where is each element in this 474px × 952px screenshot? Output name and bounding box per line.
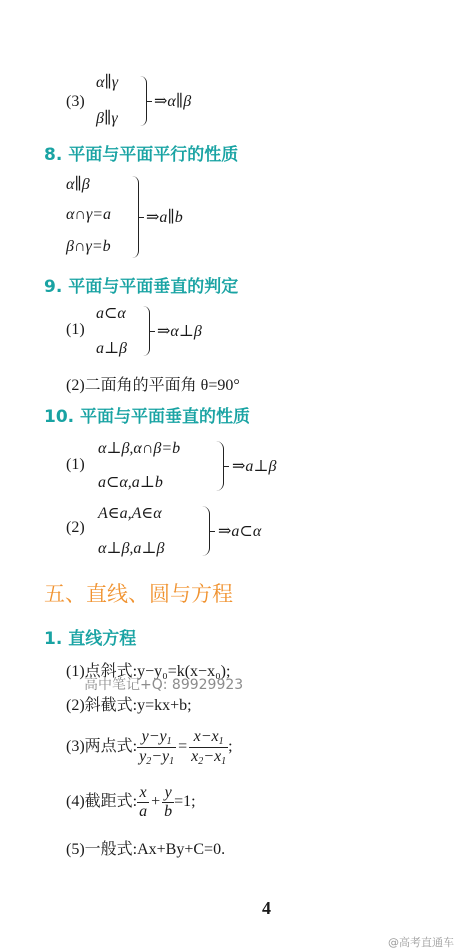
denominator: x bbox=[191, 748, 199, 765]
section-5-title: 五、直线、圆与方程 bbox=[44, 582, 233, 606]
heading-9: 9. 平面与平面垂直的判定 bbox=[44, 277, 239, 297]
numerator: y bbox=[162, 784, 174, 803]
numerator: y−y bbox=[141, 728, 167, 745]
brace bbox=[216, 441, 224, 491]
s9-1-line1: a⊂α bbox=[96, 305, 126, 322]
eq-slope-intercept: (2)斜截式:y=kx+b; bbox=[66, 697, 192, 714]
denominator: a bbox=[139, 803, 148, 820]
eq-two-point-label: (3)两点式: bbox=[66, 738, 138, 756]
s10-1-line1: α⊥β,α∩β=b bbox=[98, 440, 181, 457]
heading-line-equation: 1. 直线方程 bbox=[44, 629, 137, 649]
s8-line1: α∥β bbox=[66, 176, 90, 193]
brace bbox=[202, 506, 210, 556]
s9-1-number: (1) bbox=[66, 321, 85, 338]
s10-1-number: (1) bbox=[66, 456, 85, 473]
equation-end: =1; bbox=[174, 793, 196, 811]
item-3-line1: α∥γ bbox=[96, 74, 119, 91]
s9-2-text: (2)二面角的平面角 θ=90° bbox=[66, 377, 240, 394]
s8-line2: α∩γ=a bbox=[66, 206, 112, 223]
numerator: x bbox=[137, 784, 149, 803]
heading-8: 8. 平面与平面平行的性质 bbox=[44, 145, 239, 165]
eq-two-point: (3)两点式: $\frac{y-y_1}{y_2-y_1}$ = $\frac{x-x_1}{x_2-x_1}$ ; bbox=[66, 728, 233, 767]
denominator: y bbox=[139, 748, 147, 765]
brace bbox=[140, 76, 147, 126]
subscript: 2 bbox=[146, 756, 152, 767]
fraction bbox=[162, 784, 174, 821]
subscript: 1 bbox=[166, 736, 172, 747]
footer-watermark: @高考直通车 bbox=[388, 936, 454, 949]
s8-result: ⇒a∥b bbox=[146, 209, 183, 226]
item-3-line2: β∥γ bbox=[96, 110, 118, 127]
item-3-result: ⇒α∥β bbox=[154, 93, 192, 110]
subscript: 1 bbox=[169, 756, 175, 767]
eq-intercept: (4)截距式: $\frac{x}{a}$ + $\frac{y}{b}$ =1; bbox=[66, 784, 196, 820]
s10-1-line2: a⊂α,a⊥b bbox=[98, 474, 163, 491]
s10-2-number: (2) bbox=[66, 519, 85, 536]
brace bbox=[143, 306, 150, 356]
heading-10: 10. 平面与平面垂直的性质 bbox=[44, 407, 251, 427]
fraction bbox=[189, 728, 228, 767]
watermark: 高中笔记+Q: 89929923 bbox=[84, 677, 244, 693]
item-3-number: (3) bbox=[66, 93, 85, 110]
page-number: 4 bbox=[262, 898, 271, 918]
s9-1-result: ⇒α⊥β bbox=[157, 323, 202, 340]
semicolon: ; bbox=[228, 738, 233, 756]
denominator: b bbox=[164, 803, 173, 820]
eq-general: (5)一般式:Ax+By+C=0. bbox=[66, 841, 226, 858]
subscript: 1 bbox=[218, 736, 224, 747]
brace bbox=[132, 176, 139, 258]
eq-point-slope: (1)点斜式:y−y₀=k(x−x₀); bbox=[66, 663, 231, 680]
s10-2-result: ⇒a⊂α bbox=[218, 523, 262, 540]
denominator: −y bbox=[151, 748, 170, 765]
s10-2-line2: α⊥β,a⊥β bbox=[98, 540, 165, 557]
subscript: 1 bbox=[221, 756, 227, 767]
fraction bbox=[137, 728, 176, 767]
s9-1-line2: a⊥β bbox=[96, 340, 128, 357]
denominator: −x bbox=[203, 748, 222, 765]
numerator: x−x bbox=[193, 728, 219, 745]
s10-2-line1: A∈a,A∈α bbox=[98, 505, 162, 522]
s8-line3: β∩γ=b bbox=[66, 238, 111, 255]
subscript: 2 bbox=[198, 756, 204, 767]
fraction bbox=[137, 784, 149, 821]
s10-1-result: ⇒a⊥β bbox=[232, 458, 277, 475]
eq-intercept-label: (4)截距式: bbox=[66, 793, 138, 811]
